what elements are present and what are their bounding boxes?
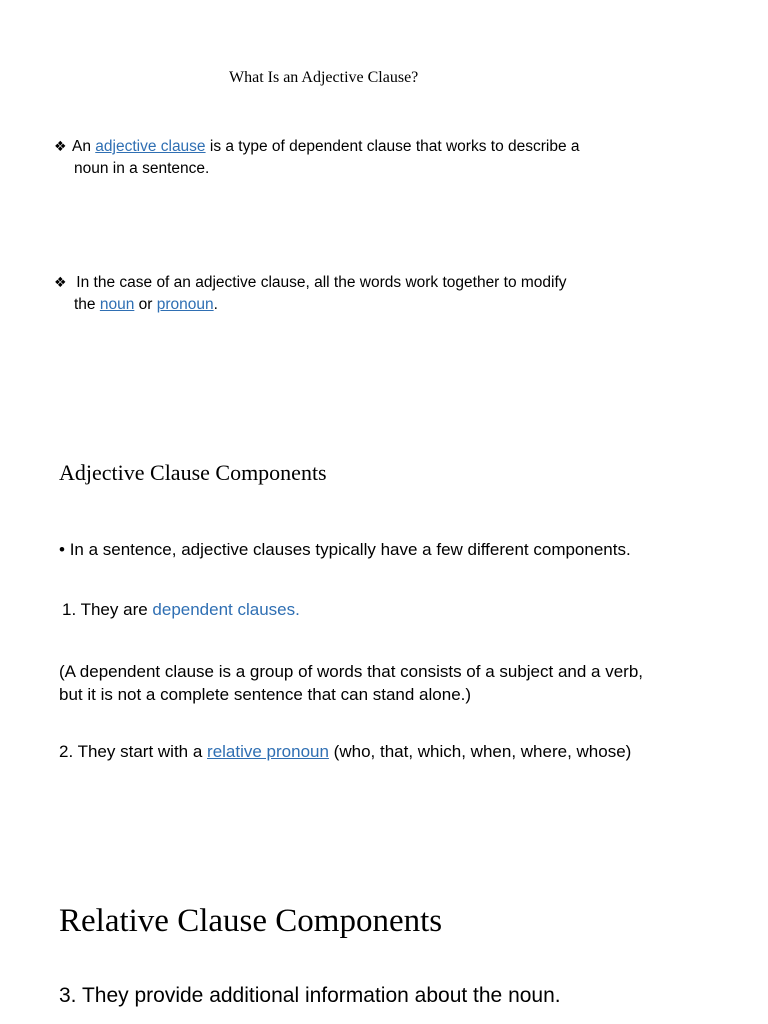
component-item-3: 3. They provide additional information about the noun. [59, 984, 561, 1007]
dependent-clauses-highlight: dependent clauses. [152, 600, 300, 619]
section-title-components: Adjective Clause Components [59, 460, 327, 485]
bullet-text: In the case of an adjective clause, all the words work together to modify [72, 274, 567, 291]
dependent-clause-note [59, 660, 643, 706]
bullet-text-continued: noun in a sentence. [74, 160, 210, 177]
bullet-text: is a type of dependent clause that works to describe a [205, 138, 580, 155]
section-title-adjective-clause: What Is an Adjective Clause? [229, 69, 419, 86]
item-text: 1. They are [62, 600, 153, 619]
round-bullet-icon: • [59, 540, 65, 559]
item-text: 2. They start with a [59, 742, 208, 761]
note-line: (A dependent clause is a group of words that consists of a subject and a verb, [59, 662, 644, 681]
bullet-modify [54, 271, 567, 316]
item-text: (who, that, which, when, where, whose) [328, 742, 632, 761]
relative-pronoun-link[interactable]: relative pronoun [207, 742, 329, 761]
components-bullet [59, 540, 631, 560]
component-item-1 [62, 600, 300, 620]
bullet-text: . [213, 296, 218, 313]
bullet-text: the [74, 296, 100, 313]
bullet-text: or [134, 296, 157, 313]
component-item-2 [59, 742, 631, 762]
bullet-definition [54, 135, 580, 180]
pronoun-link[interactable]: pronoun [156, 296, 214, 313]
note-line: but it is not a complete sentence that can stand alone.) [59, 685, 472, 704]
noun-link[interactable]: noun [99, 296, 135, 313]
adjective-clause-link[interactable]: adjective clause [95, 138, 206, 155]
diamond-bullet-icon: ❖ [54, 274, 67, 290]
bullet-text: An [72, 138, 96, 155]
components-bullet-text: In a sentence, adjective clauses typically have a few different components. [69, 540, 631, 559]
diamond-bullet-icon: ❖ [54, 138, 67, 154]
section-title-relative-clause: Relative Clause Components [59, 903, 443, 939]
